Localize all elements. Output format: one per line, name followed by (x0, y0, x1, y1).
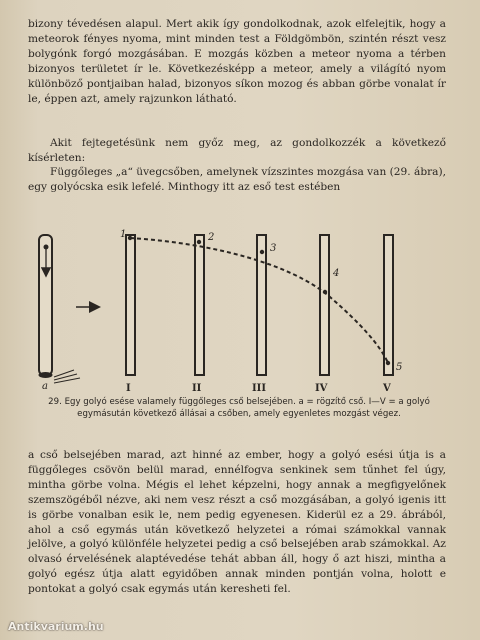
tube-a (39, 235, 81, 392)
ball-position-2 (197, 240, 201, 244)
paragraph-4: a cső belsejében marad, azt hinné az ember, hogy a golyó esési útja is a függőleges csövön belül marad, ennélfogva senkinek sem tűnhet fel úgy, mintha görbe volna. Mégis el lehet képzelni, hogy annak a megfigyelőnek szemszögéből nézve, aki nem vesz részt a cső mozgásában, a golyó igenis itt is görbe vonalban esik le, nem pedig egyenesen. Kiderül ez a 29. ábrából, ahol a cső egymás után következő helyzetei a római számokkal vannak jelölve, a golyó különféle helyzetei pedig a cső belsejében arab számokkal. Az olvasó érvelésének alaptévedése tehát abban áll, hogy ő azt hiszi, mintha a golyó egész útja alatt egyidőben annak minden pontján volna, holott e pontokat a golyó csak egymás után keresheti fel. (28, 449, 446, 596)
paragraph-2: Akit fejtegetésünk nem győz meg, az gondolkozzék a következő kísérleten: (28, 137, 446, 164)
arabic-numeral-4: 4 (333, 268, 340, 279)
tube-position-5 (382, 235, 393, 394)
tube-position-3 (252, 235, 266, 394)
ball-position-4 (323, 290, 327, 294)
figure-caption: 29. Egy golyó esése valamely függőleges cső belsejében. a = rögzítő cső. I—V = a golyó egymásután következő állásai a csőben, amely egyenletes mozgást végez. (48, 397, 430, 419)
ball-position-5 (386, 361, 390, 365)
tube-position-2 (192, 235, 204, 394)
roman-numeral-5: V (383, 383, 391, 394)
roman-numeral-2: II (192, 383, 202, 394)
tube-position-1 (126, 235, 135, 394)
watermark: Antikvarium.hu (8, 620, 104, 633)
arabic-numeral-3: 3 (270, 243, 277, 254)
roman-numeral-1: I (126, 383, 131, 394)
arabic-numeral-1: 1 (120, 229, 127, 240)
arabic-numeral-2: 2 (208, 232, 215, 243)
roman-numeral-4: IV (315, 383, 328, 394)
paragraph-3: Függőleges „a“ üvegcsőben, amelynek vízszintes mozgása van (29. ábra), egy golyócska esik lefelé. Minthogy itt az eső test estében (28, 166, 446, 193)
arabic-numeral-5: 5 (396, 362, 403, 373)
ball-position-1 (128, 236, 132, 240)
figure-29-falling-ball (30, 225, 450, 395)
tube-label-a: a (42, 381, 48, 392)
paragraph-1: bizony tévedésen alapul. Mert akik így gondolkodnak, azok elfelejtik, hogy a meteorok fényes nyoma, mint minden test a Földgömbön, szintén részt vesz bolygónk forgó mozgásában. E mozgás közben a meteor nyoma a térben bizonyos területet ír le. Következésképp a meteor, amely a világító nyom különböző pontjaiban halad, bizonyos síkon mozog és abban görbe vonalat ír le, éppen azt, amely rajzunkon látható. (28, 18, 446, 105)
tube-position-4 (315, 235, 329, 394)
roman-numeral-3: III (252, 383, 267, 394)
ball-position-3 (260, 250, 264, 254)
